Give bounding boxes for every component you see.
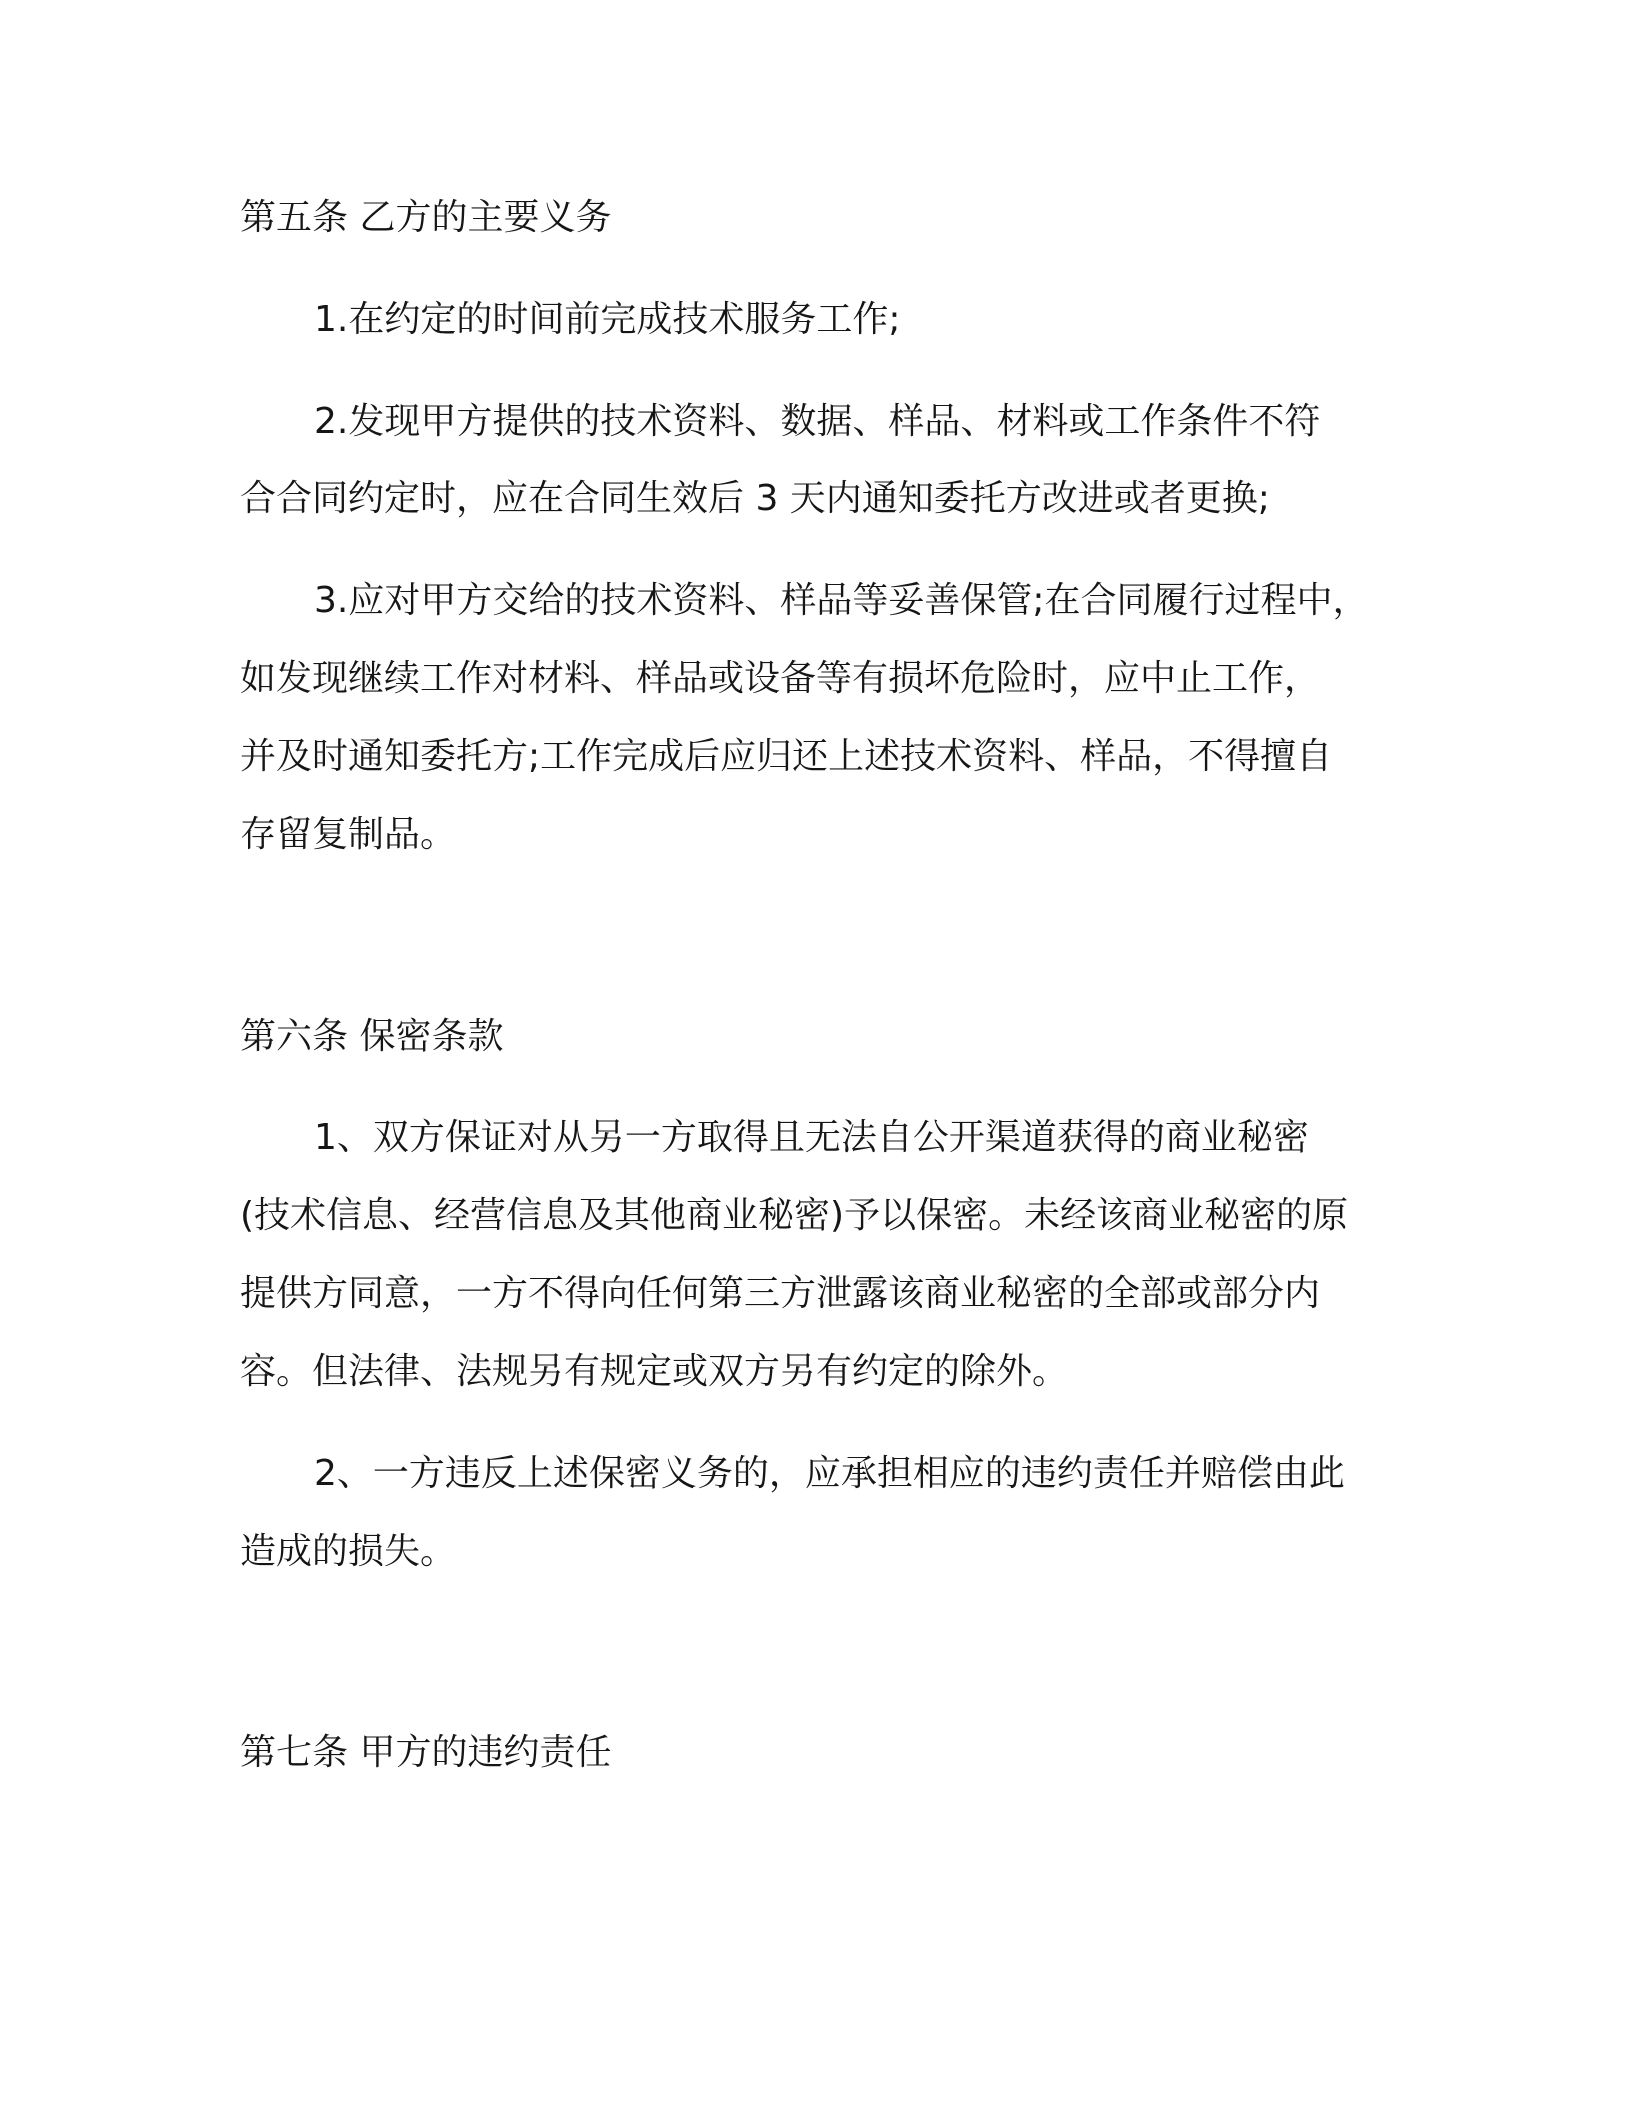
paragraph-line: 造成的损失。 — [240, 1531, 457, 1572]
section-heading: 第七条 甲方的违约责任 — [240, 1732, 612, 1773]
paragraph-line: 提供方同意，一方不得向任何第三方泄露该商业秘密的全部或部分内 — [240, 1273, 1321, 1314]
paragraph-line: 存留复制品。 — [240, 814, 457, 855]
paragraph-line: 1.在约定的时间前完成技术服务工作; — [314, 299, 901, 340]
paragraph-line: 2、一方违反上述保密义务的，应承担相应的违约责任并赔偿由此 — [314, 1453, 1345, 1494]
paragraph-line: 1、双方保证对从另一方取得且无法自公开渠道获得的商业秘密 — [314, 1117, 1309, 1158]
paragraph-line: 如发现继续工作对材料、样品或设备等有损坏危险时，应中止工作， — [240, 658, 1321, 699]
section-heading: 第六条 保密条款 — [240, 1016, 504, 1057]
paragraph-line: (技术信息、经营信息及其他商业秘密)予以保密。未经该商业秘密的原 — [240, 1195, 1349, 1236]
paragraph-line: 2.发现甲方提供的技术资料、数据、样品、材料或工作条件不符 — [314, 401, 1321, 442]
section-heading: 第五条 乙方的主要义务 — [240, 197, 612, 238]
paragraph-line: 3.应对甲方交给的技术资料、样品等妥善保管;在合同履行过程中， — [314, 580, 1369, 621]
paragraph-line: 并及时通知委托方;工作完成后应归还上述技术资料、样品，不得擅自 — [240, 736, 1333, 777]
paragraph-line: 合合同约定时，应在合同生效后 3 天内通知委托方改进或者更换; — [240, 478, 1270, 519]
paragraph-line: 容。但法律、法规另有规定或双方另有约定的除外。 — [240, 1351, 1069, 1392]
